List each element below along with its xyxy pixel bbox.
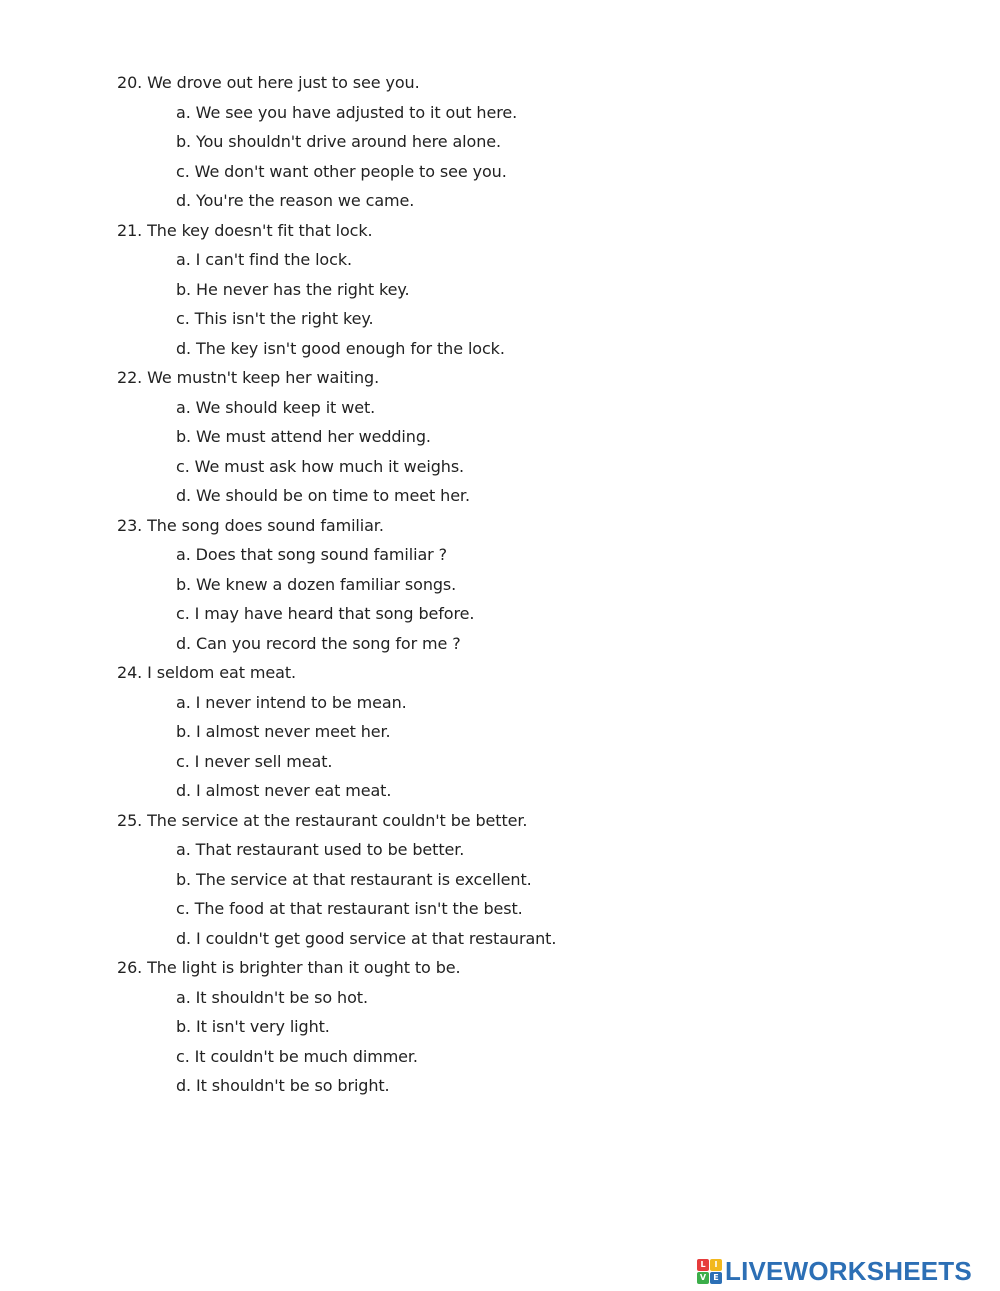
answer-option-b: b. You shouldn't drive around here alone. <box>176 132 501 151</box>
question-stem: 23. The song does sound familiar. <box>117 515 384 535</box>
answer-option-c: c. It couldn't be much dimmer. <box>176 1046 418 1066</box>
liveworksheets-logo <box>697 1257 972 1285</box>
question-stem: 24. I seldom eat meat. <box>117 663 296 682</box>
answer-option-d: d. We should be on time to meet her. <box>176 486 470 505</box>
answer-option-b: b. I almost never meet her. <box>176 722 391 741</box>
question-21 <box>117 216 977 364</box>
logo-mark-cell: I <box>710 1259 722 1271</box>
answer-option-c: c. I may have heard that song before. <box>176 604 475 623</box>
answer-option-b: b. We knew a dozen familiar songs. <box>176 574 457 594</box>
answer-option-a: a. Does that song sound familiar ? <box>176 545 448 564</box>
answer-option-d: d. I almost never eat meat. <box>176 781 392 800</box>
answer-option-c: c. We must ask how much it weighs. <box>176 456 465 476</box>
answer-option-c: c. The food at that restaurant isn't the best. <box>176 899 523 918</box>
answer-option-c: c. I never sell meat. <box>176 751 333 771</box>
logo-wordmark: LIVEWORKSHEETS <box>725 1256 972 1286</box>
answer-option-a: a. It shouldn't be so hot. <box>176 987 368 1007</box>
answer-option-a: a. I never intend to be mean. <box>176 692 407 712</box>
answer-option-b: b. We must attend her wedding. <box>176 427 431 446</box>
question-25 <box>117 806 977 954</box>
logo-mark-cell: V <box>697 1272 709 1284</box>
answer-option-a: a. That restaurant used to be better. <box>176 840 465 859</box>
answer-option-c: c. This isn't the right key. <box>176 309 374 328</box>
answer-option-d: d. Can you record the song for me ? <box>176 633 461 653</box>
answer-option-d: d. I couldn't get good service at that restaurant. <box>176 928 557 948</box>
question-26 <box>117 953 977 1101</box>
logo-mark-cell: L <box>697 1259 709 1271</box>
question-stem: 26. The light is brighter than it ought to be. <box>117 958 461 977</box>
worksheet-question-list <box>117 68 977 1101</box>
question-20 <box>117 68 977 216</box>
question-stem: 20. We drove out here just to see you. <box>117 73 420 92</box>
answer-option-b: b. The service at that restaurant is excellent. <box>176 869 532 889</box>
answer-option-c: c. We don't want other people to see you. <box>176 161 507 181</box>
answer-option-d: d. You're the reason we came. <box>176 191 415 210</box>
question-stem: 22. We mustn't keep her waiting. <box>117 368 380 387</box>
liveworksheets-logo-icon <box>697 1259 722 1284</box>
question-stem: 21. The key doesn't fit that lock. <box>117 220 373 240</box>
question-22 <box>117 363 977 511</box>
question-stem: 25. The service at the restaurant couldn't be better. <box>117 810 528 830</box>
answer-option-b: b. It isn't very light. <box>176 1017 330 1036</box>
answer-option-d: d. It shouldn't be so bright. <box>176 1076 390 1095</box>
question-23 <box>117 511 977 659</box>
answer-option-a: a. We should keep it wet. <box>176 397 376 417</box>
question-24 <box>117 658 977 806</box>
answer-option-a: a. We see you have adjusted to it out here. <box>176 102 518 122</box>
answer-option-d: d. The key isn't good enough for the lock. <box>176 338 505 358</box>
answer-option-a: a. I can't find the lock. <box>176 250 352 269</box>
logo-mark-cell: E <box>710 1272 722 1284</box>
answer-option-b: b. He never has the right key. <box>176 279 410 299</box>
